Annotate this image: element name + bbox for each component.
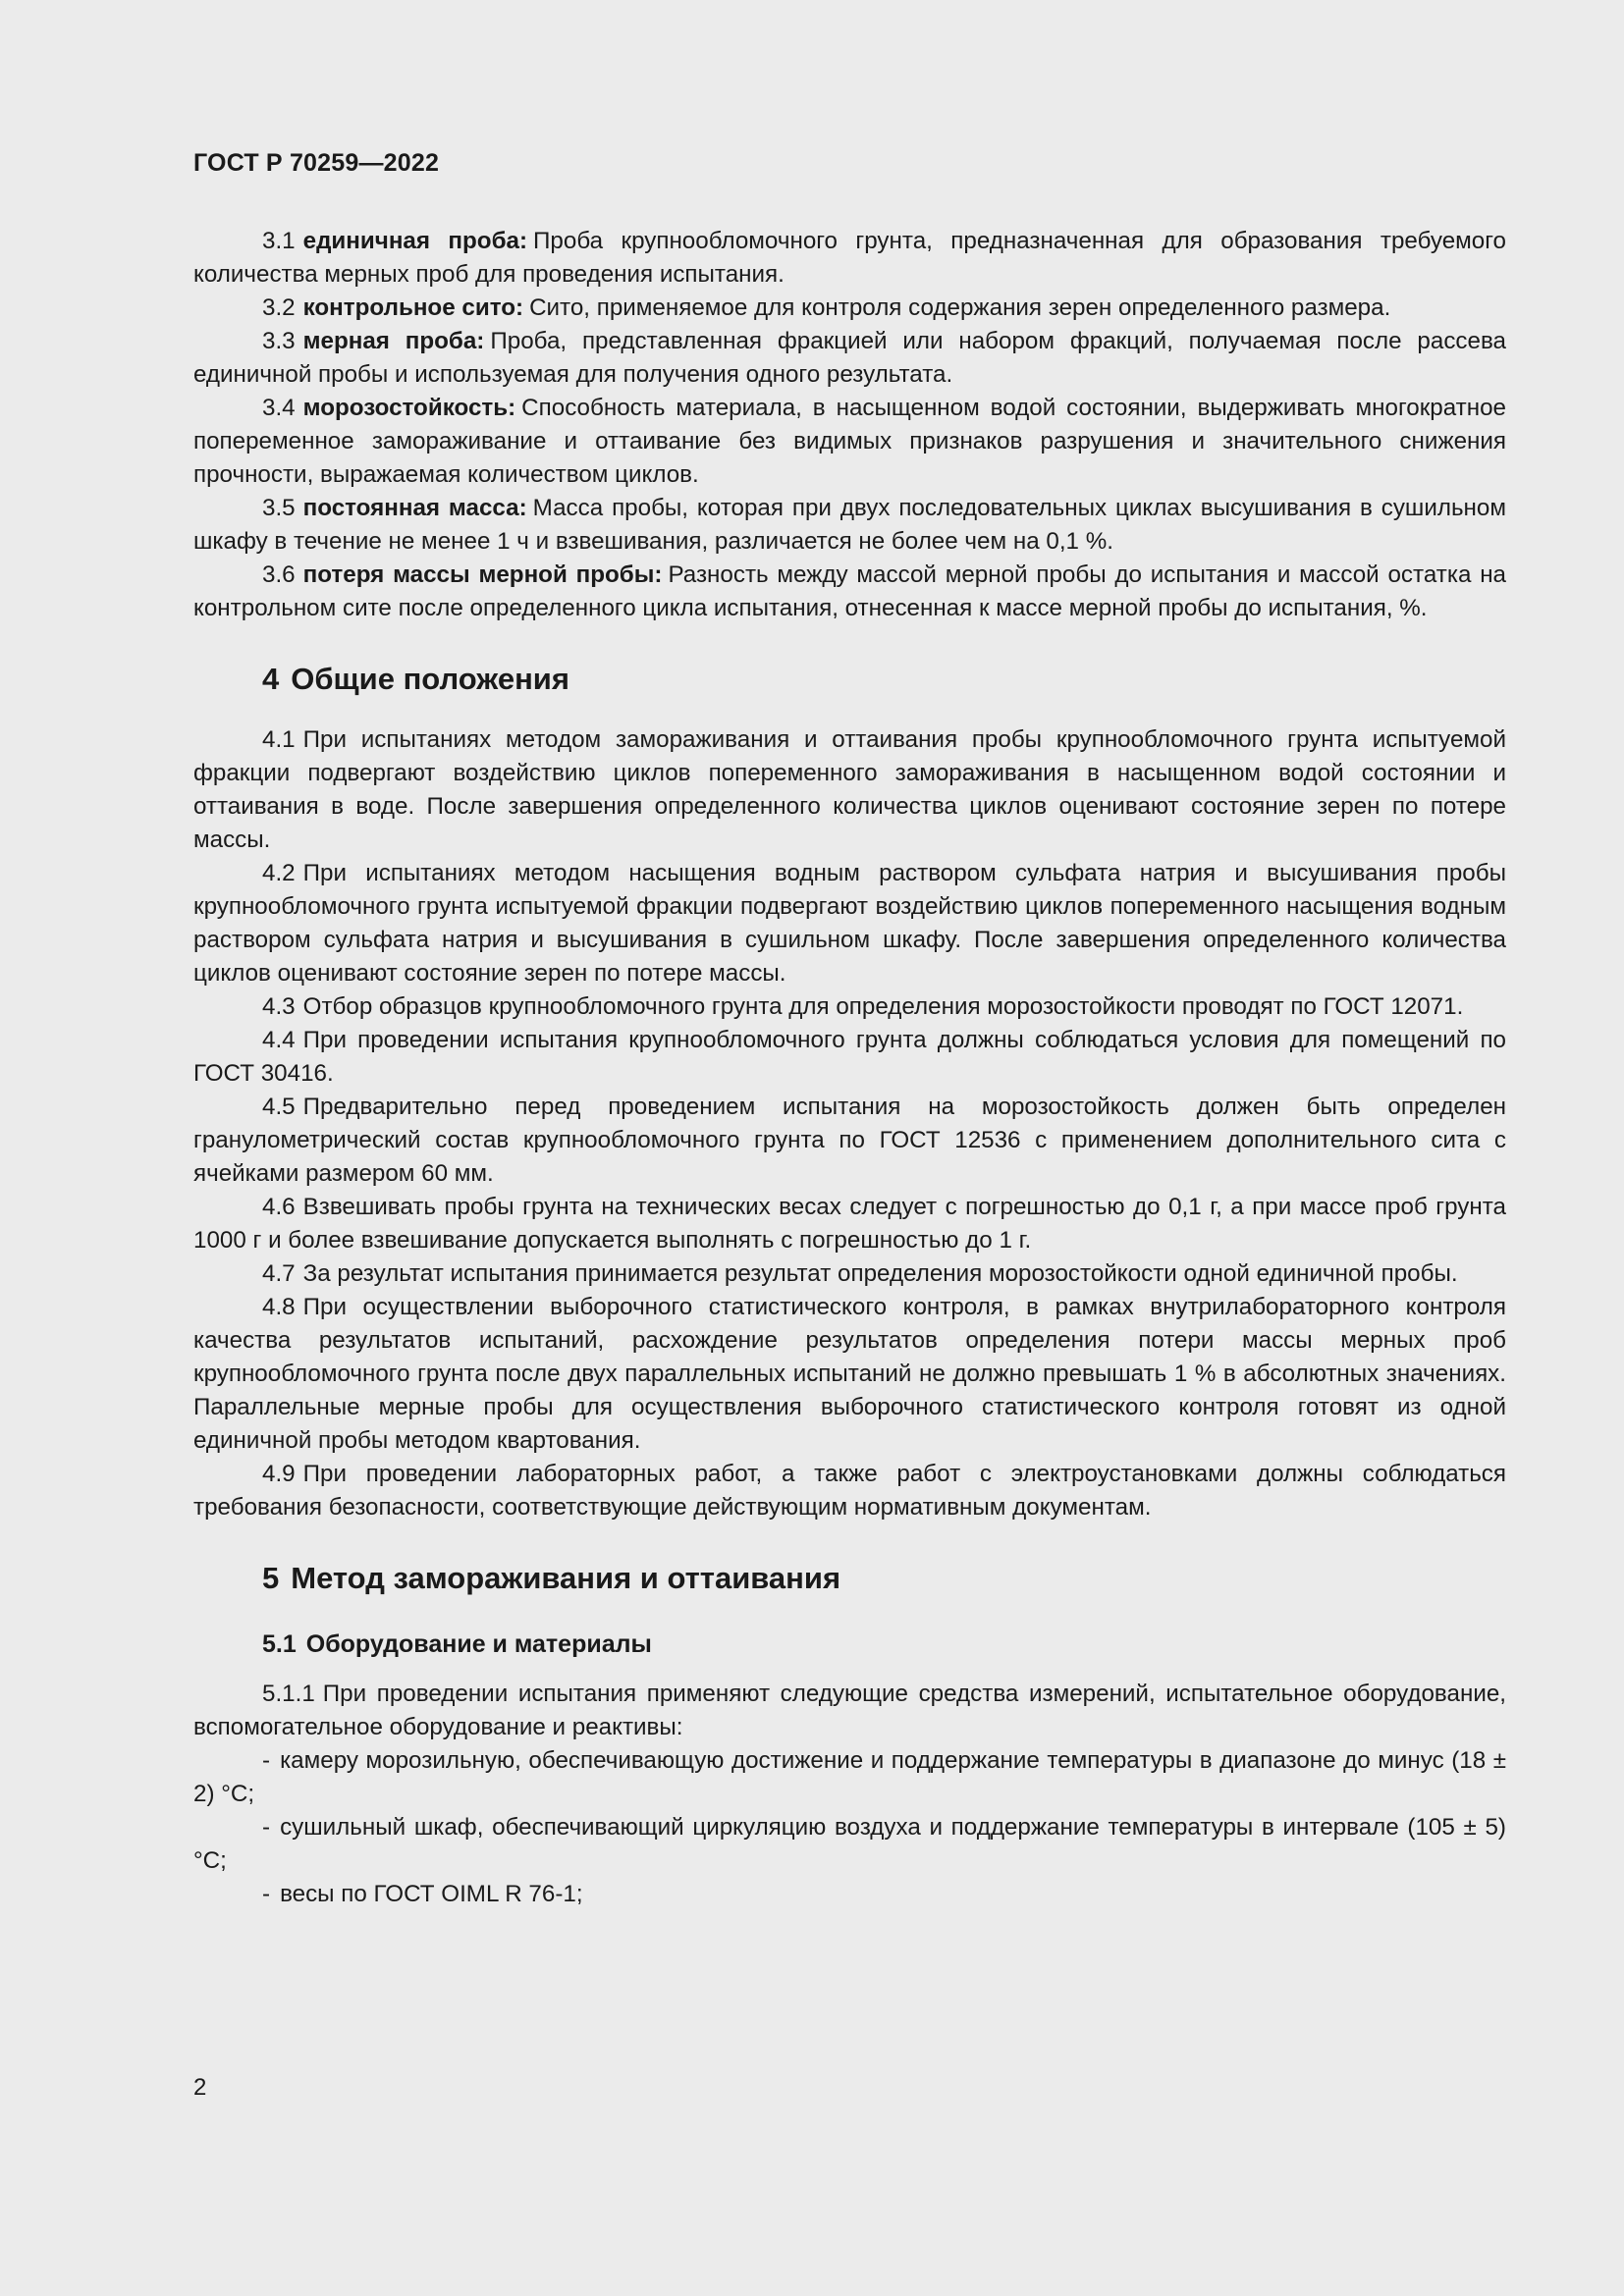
definition-3-6 <box>193 559 1506 625</box>
definition-3-3 <box>193 325 1506 392</box>
subsection-5-1-heading <box>262 1628 1506 1661</box>
document-code-header: ГОСТ Р 70259—2022 <box>193 149 440 177</box>
definition-3-1 <box>193 225 1506 292</box>
clause-number: 3.4 <box>262 395 296 421</box>
definition-term: единичная проба: <box>302 228 528 254</box>
list-item <box>193 1878 1506 1911</box>
clause-number: 4.5 <box>262 1094 296 1120</box>
clause-number: 4.8 <box>262 1294 296 1320</box>
list-item-text: камеру морозильную, обеспечивающую достижение и поддержание температуры в диапазоне до минус (18 ± 2) °С; <box>193 1747 1506 1807</box>
definition-term: морозостойкость: <box>302 395 516 421</box>
clause-text: Отбор образцов крупнообломочного грунта для определения морозостойкости проводят по ГОСТ 12071. <box>302 993 1464 1020</box>
definition-3-2 <box>193 292 1506 325</box>
clause-text: При осуществлении выборочного статистического контроля, в рамках внутрилабораторного контроля качества результатов испытаний, расхождение результатов определения потери массы мерных проб крупнообломочного грунта после двух параллельных испытаний не должно превышать 1 % в абсолютных значениях. Параллельные мерные пробы для осуществления выборочного статистического контроля готовят из одной единичной пробы методом квартования. <box>193 1294 1506 1454</box>
definition-text: Способность материала, в насыщенном водой состоянии, выдерживать многократное попеременное замораживание и оттаивание без видимых признаков разрушения и значительного снижения прочности, выражаемая количеством циклов. <box>193 395 1506 488</box>
definition-text: Разность между массой мерной пробы до испытания и массой остатка на контрольном сите после определенного цикла испытания, отнесенная к массе мерной пробы до испытания, %. <box>193 561 1506 621</box>
clause-text: При проведении лабораторных работ, а также работ с электроустановками должны соблюдаться требования безопасности, соответствующие действующим нормативным документам. <box>193 1461 1506 1521</box>
section-title: Общие положения <box>291 662 569 696</box>
page-content <box>193 225 1506 1911</box>
clause-text: Предварительно перед проведением испытания на морозостойкость должен быть определен гранулометрический состав крупнообломочного грунта по ГОСТ 12536 с применением дополнительного сита с ячейками размером 60 мм. <box>193 1094 1506 1187</box>
list-item <box>193 1744 1506 1811</box>
clause-number: 4.1 <box>262 726 296 753</box>
clause-number: 4.9 <box>262 1461 296 1487</box>
clause-number: 4.4 <box>262 1027 296 1053</box>
list-item-text: сушильный шкаф, обеспечивающий циркуляцию воздуха и поддержание температуры в интервале (105 ± 5) °С; <box>193 1814 1506 1874</box>
subsection-title: Оборудование и материалы <box>305 1630 652 1658</box>
definition-text: Масса пробы, которая при двух последовательных циклах высушивания в сушильном шкафу в течение не менее 1 ч и взвешивания, различается не более чем на 0,1 %. <box>193 495 1506 555</box>
clause-number: 4.2 <box>262 860 296 886</box>
definition-term: мерная проба: <box>302 328 485 354</box>
section-number: 5 <box>262 1561 280 1595</box>
clause-number: 4.3 <box>262 993 296 1020</box>
clause-text: За результат испытания принимается результат определения морозостойкости одной единичной пробы. <box>302 1260 1458 1287</box>
clause-number: 4.6 <box>262 1194 296 1220</box>
clause-number: 3.2 <box>262 294 296 321</box>
clause-text: Взвешивать пробы грунта на технических весах следует с погрешностью до 0,1 г, а при массе проб грунта 1000 г и более взвешивание допускается выполнять с погрешностью до 1 г. <box>193 1194 1506 1254</box>
clause-4-3 <box>193 990 1506 1024</box>
definition-term: постоянная масса: <box>302 495 527 521</box>
list-dash: - <box>262 1747 271 1774</box>
clause-4-7 <box>193 1257 1506 1291</box>
subsection-number: 5.1 <box>262 1630 297 1658</box>
clause-4-5 <box>193 1091 1506 1191</box>
clause-number: 5.1.1 <box>262 1681 315 1707</box>
clause-4-6 <box>193 1191 1506 1257</box>
section-title: Метод замораживания и оттаивания <box>291 1561 841 1595</box>
clause-4-1 <box>193 723 1506 857</box>
page-number: 2 <box>193 2074 207 2101</box>
clause-text: При проведении испытания применяют следующие средства измерений, испытательное оборудование, вспомогательное оборудование и реактивы: <box>193 1681 1506 1740</box>
clause-text: При проведении испытания крупнообломочного грунта должны соблюдаться условия для помещений по ГОСТ 30416. <box>193 1027 1506 1087</box>
clause-text: При испытаниях методом замораживания и оттаивания пробы крупнообломочного грунта испытуемой фракции подвергают воздействию циклов попеременного замораживания в насыщенном водой состоянии и оттаивания в воде. После завершения определенного количества циклов оценивают состояние зерен по потере массы. <box>193 726 1506 853</box>
definition-text: Проба крупнообломочного грунта, предназначенная для образования требуемого количества мерных проб для проведения испытания. <box>193 228 1506 288</box>
definition-text: Проба, представленная фракцией или набором фракций, получаемая после рассева единичной пробы и используемая для получения одного результата. <box>193 328 1506 388</box>
section-4-heading <box>262 660 1506 699</box>
clause-number: 4.7 <box>262 1260 296 1287</box>
clause-number: 3.5 <box>262 495 296 521</box>
definition-term: потеря массы мерной пробы: <box>302 561 663 588</box>
clause-text: При испытаниях методом насыщения водным раствором сульфата натрия и высушивания пробы крупнообломочного грунта испытуемой фракции подвергают воздействию циклов попеременного насыщения водным раствором сульфата натрия и высушивания в сушильном шкафу. После завершения определенного количества циклов оценивают состояние зерен по потере массы. <box>193 860 1506 987</box>
clause-number: 3.6 <box>262 561 296 588</box>
definition-3-4 <box>193 392 1506 492</box>
clause-5-1-1 <box>193 1678 1506 1744</box>
definition-text: Сито, применяемое для контроля содержания зерен определенного размера. <box>529 294 1391 321</box>
definition-term: контрольное сито: <box>302 294 524 321</box>
definition-3-5 <box>193 492 1506 559</box>
section-number: 4 <box>262 662 280 696</box>
clause-number: 3.1 <box>262 228 296 254</box>
list-dash: - <box>262 1881 271 1907</box>
list-item-text: весы по ГОСТ OIML R 76-1; <box>280 1881 583 1907</box>
clause-4-9 <box>193 1458 1506 1524</box>
list-dash: - <box>262 1814 271 1841</box>
section-5-heading <box>262 1559 1506 1598</box>
clause-4-4 <box>193 1024 1506 1091</box>
clause-number: 3.3 <box>262 328 296 354</box>
clause-4-8 <box>193 1291 1506 1458</box>
clause-4-2 <box>193 857 1506 990</box>
list-item <box>193 1811 1506 1878</box>
